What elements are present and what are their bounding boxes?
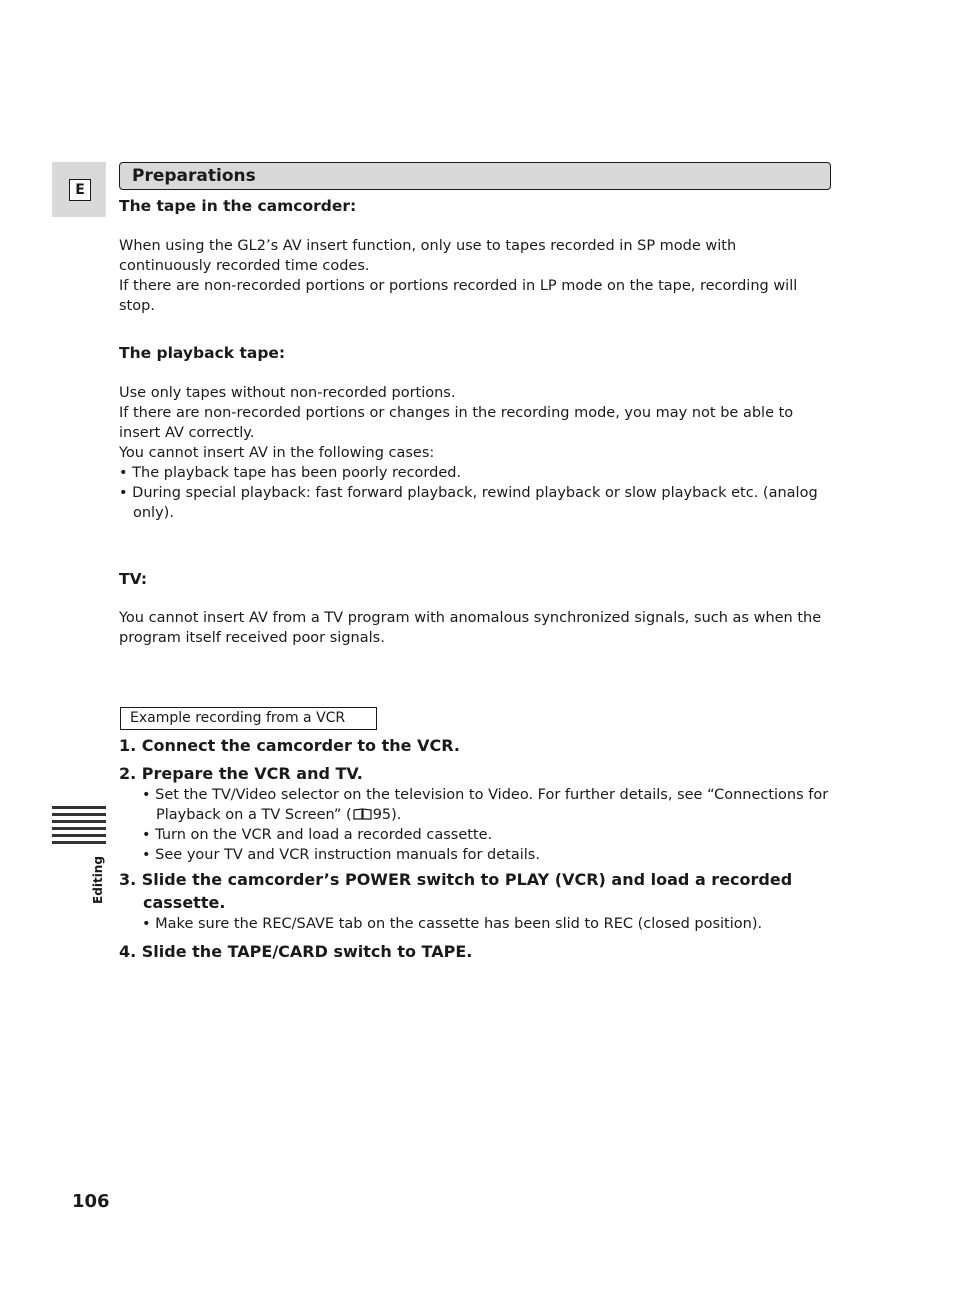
marker-bar	[52, 806, 106, 809]
step-sub-item	[119, 785, 831, 825]
paragraph: If there are non-recorded portions or portions recorded in LP mode on the tape, recording will stop.	[119, 278, 798, 314]
tape-camcorder-text	[119, 236, 831, 316]
language-tab-label: E	[69, 179, 91, 201]
marker-bar	[52, 813, 106, 816]
step-title: 4. Slide the TAPE/CARD switch to TAPE.	[119, 942, 473, 961]
paragraph: You cannot insert AV in the following cases:	[119, 445, 435, 461]
chapter-marker-bars	[52, 806, 106, 848]
heading-playback-tape: The playback tape:	[119, 344, 286, 362]
step-sub-item: • Turn on the VCR and load a recorded cassette.	[142, 827, 493, 843]
step-sub-item: • Make sure the REC/SAVE tab on the cassette has been slid to REC (closed position).	[142, 916, 763, 932]
example-label: Example recording from a VCR	[130, 710, 346, 726]
step-title: 1. Connect the camcorder to the VCR.	[119, 736, 460, 755]
bullet-item: • The playback tape has been poorly recorded.	[119, 465, 462, 481]
example-label-box	[120, 707, 377, 730]
step-2	[119, 762, 831, 865]
step-sub-text: 95).	[372, 807, 402, 823]
marker-bar	[52, 827, 106, 830]
step-title: 3. Slide the camcorder’s POWER switch to PLAY (VCR) and load a recorded cassette.	[119, 870, 793, 912]
page-number: 106	[72, 1191, 110, 1212]
section-header	[119, 162, 831, 190]
playback-tape-text	[119, 383, 831, 523]
step-sub-item: • See your TV and VCR instruction manuals for details.	[142, 847, 540, 863]
heading-tape-camcorder: The tape in the camcorder:	[119, 197, 357, 215]
step-4	[119, 940, 831, 963]
paragraph: When using the GL2’s AV insert function, only use to tapes recorded in SP mode with continuously recorded time codes.	[119, 238, 737, 274]
language-tab	[52, 162, 106, 217]
step-sub-text: • Set the TV/Video selector on the television to Video. For further details, see “Connections for Playback on a TV Screen” (	[142, 787, 829, 823]
paragraph: If there are non-recorded portions or changes in the recording mode, you may not be able to insert AV correctly.	[119, 405, 794, 441]
step-title: 2. Prepare the VCR and TV.	[119, 764, 363, 783]
book-icon	[353, 808, 372, 820]
step-3	[119, 868, 831, 934]
bullet-item: • During special playback: fast forward playback, rewind playback or slow playback etc. (analog only).	[119, 485, 818, 521]
tv-text	[119, 608, 831, 648]
step-1	[119, 734, 831, 757]
heading-tv: TV:	[119, 570, 148, 588]
marker-bar	[52, 820, 106, 823]
marker-bar	[52, 834, 106, 837]
chapter-label: Editing	[91, 856, 105, 904]
paragraph: You cannot insert AV from a TV program with anomalous synchronized signals, such as when the program itself received poor signals.	[119, 610, 822, 646]
paragraph: Use only tapes without non-recorded portions.	[119, 385, 456, 401]
marker-bar	[52, 841, 106, 844]
section-title: Preparations	[132, 166, 256, 186]
